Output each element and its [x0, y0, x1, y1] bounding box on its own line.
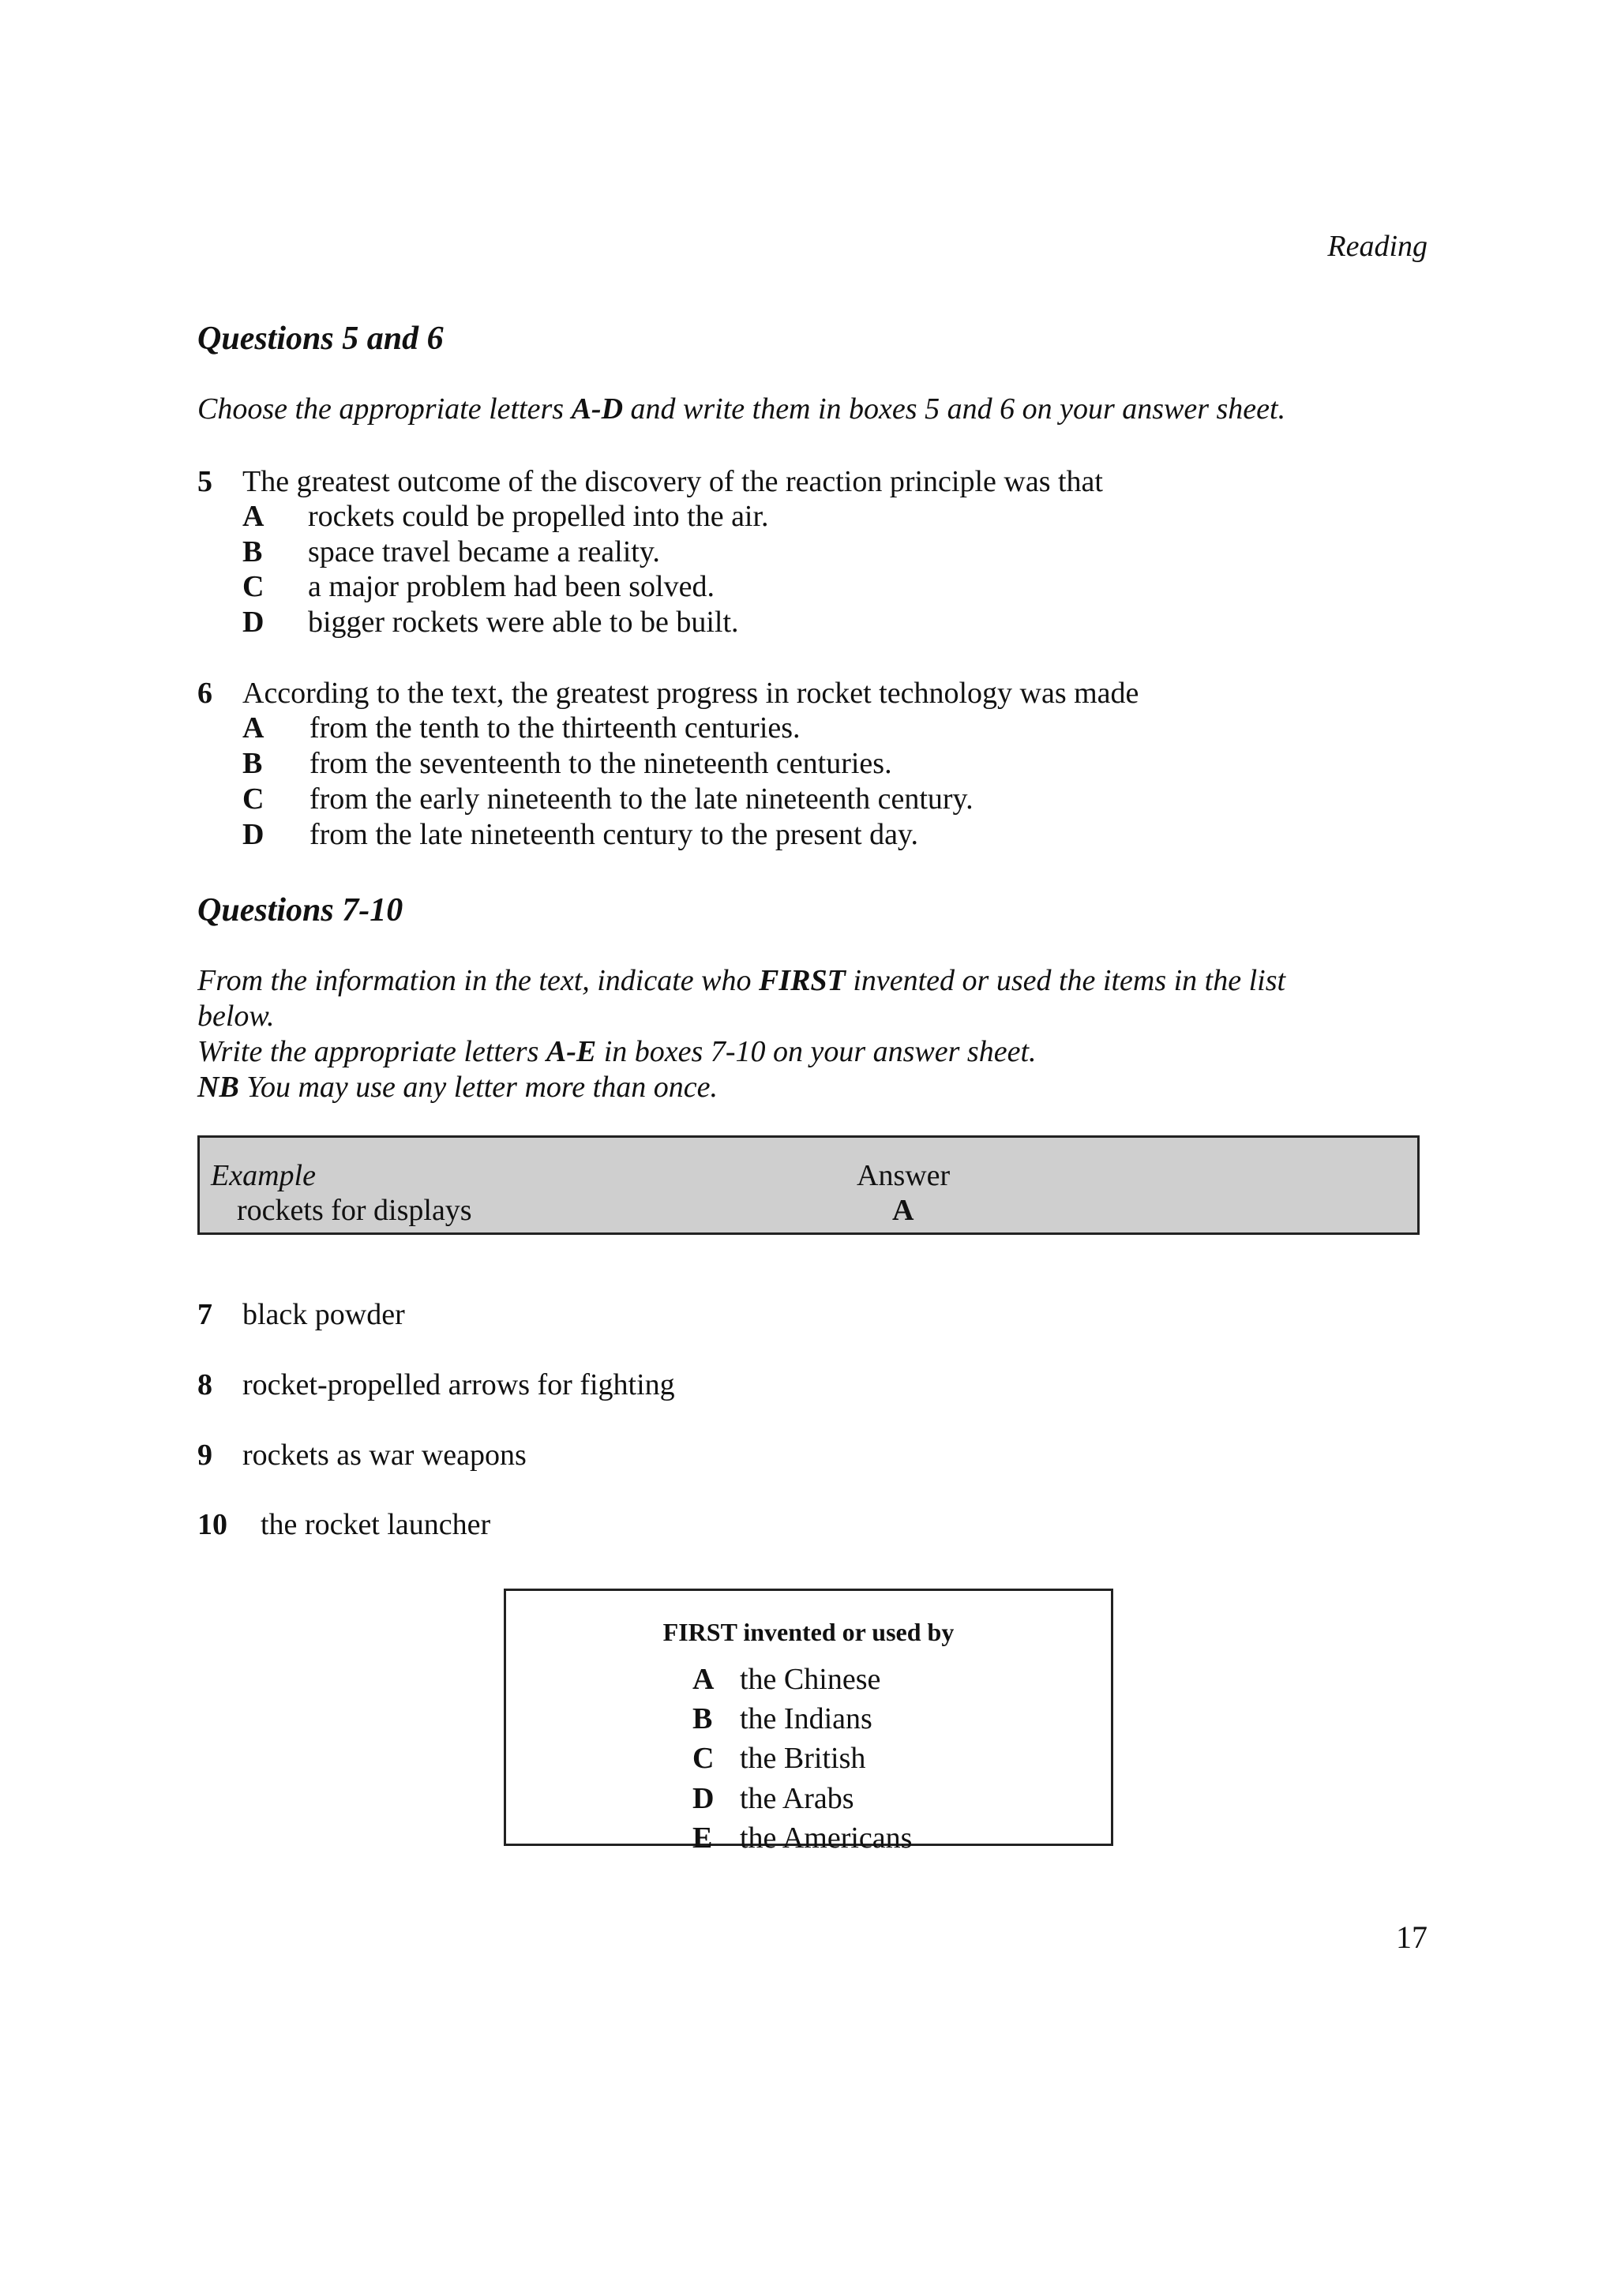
option-text: from the late nineteenth century to the present day.: [310, 818, 918, 851]
option-letter: B: [242, 535, 263, 568]
questions-7-10-title: Questions 7-10: [197, 892, 403, 929]
option-letter: A: [242, 500, 264, 533]
option-letter: A: [242, 711, 264, 745]
nb-label: NB: [197, 1071, 239, 1104]
instruction-text: Write the appropriate letters: [197, 1035, 546, 1068]
item-text: rockets as war weapons: [242, 1439, 527, 1472]
page-number: 17: [1396, 1919, 1428, 1955]
answer-key-box: [504, 1589, 1113, 1855]
option-text: rockets could be propelled into the air.: [308, 500, 769, 533]
questions-5-6-instruction: [197, 392, 1285, 428]
key-letter: D: [692, 1782, 715, 1815]
item-text: the rocket launcher: [261, 1508, 491, 1541]
example-answer: A: [892, 1194, 914, 1227]
instruction-line: [197, 963, 1285, 1000]
answer-key-title: FIRST invented or used by: [662, 1618, 955, 1646]
option-letter: D: [242, 818, 264, 851]
instruction-text: invented or used the items in the list: [845, 964, 1286, 997]
key-letter: C: [692, 1742, 715, 1775]
question-number: 5: [197, 465, 212, 498]
instruction-text: Choose the appropriate letters: [197, 392, 572, 426]
option-text: a major problem had been solved.: [308, 570, 715, 603]
instruction-line: [197, 1070, 718, 1106]
item-number: 10: [197, 1508, 227, 1541]
key-text: the Chinese: [740, 1663, 881, 1696]
example-label: Example: [211, 1159, 316, 1192]
question-stem: According to the text, the greatest progress in rocket technology was made: [242, 677, 1139, 710]
example-box: [197, 1135, 1420, 1235]
option-letter: B: [242, 747, 263, 780]
option-text: space travel became a reality.: [308, 535, 660, 568]
option-text: from the seventeenth to the nineteenth centuries.: [310, 747, 892, 780]
option-letter: C: [242, 782, 264, 816]
item-number: 7: [197, 1298, 212, 1331]
instruction-text: From the information in the text, indicate who: [197, 964, 759, 997]
key-letter: A: [692, 1663, 715, 1696]
question-stem: The greatest outcome of the discovery of the reaction principle was that: [242, 465, 1103, 498]
instruction-text: in boxes 7-10 on your answer sheet.: [596, 1035, 1037, 1068]
instruction-text: and write them in boxes 5 and 6 on your answer sheet.: [623, 392, 1286, 426]
instruction-emphasis: FIRST: [759, 964, 846, 997]
key-text: the Americans: [740, 1821, 913, 1855]
key-text: the Indians: [740, 1702, 872, 1735]
section-label: Reading: [1327, 230, 1428, 263]
item-number: 8: [197, 1368, 212, 1401]
question-number: 6: [197, 677, 212, 710]
option-text: from the tenth to the thirteenth centuries.: [310, 711, 801, 745]
instruction-line: below.: [197, 1000, 275, 1033]
example-item: rockets for displays: [237, 1194, 472, 1227]
instruction-letters: A-D: [571, 392, 624, 426]
item-text: rocket-propelled arrows for fighting: [242, 1368, 675, 1401]
questions-5-6-title: Questions 5 and 6: [197, 321, 444, 357]
option-letter: D: [242, 606, 264, 639]
option-letter: C: [242, 570, 264, 603]
example-answer-label: Answer: [857, 1159, 951, 1192]
key-text: the Arabs: [740, 1782, 854, 1815]
instruction-line: [197, 1034, 1037, 1071]
key-letter: B: [692, 1702, 713, 1735]
key-letter: E: [692, 1821, 713, 1855]
option-text: from the early nineteenth to the late nineteenth century.: [310, 782, 974, 816]
option-text: bigger rockets were able to be built.: [308, 606, 739, 639]
instruction-letters: A-E: [546, 1035, 597, 1068]
key-text: the British: [740, 1742, 866, 1775]
item-text: black powder: [242, 1298, 405, 1331]
instruction-text: You may use any letter more than once.: [238, 1071, 718, 1104]
item-number: 9: [197, 1439, 212, 1472]
